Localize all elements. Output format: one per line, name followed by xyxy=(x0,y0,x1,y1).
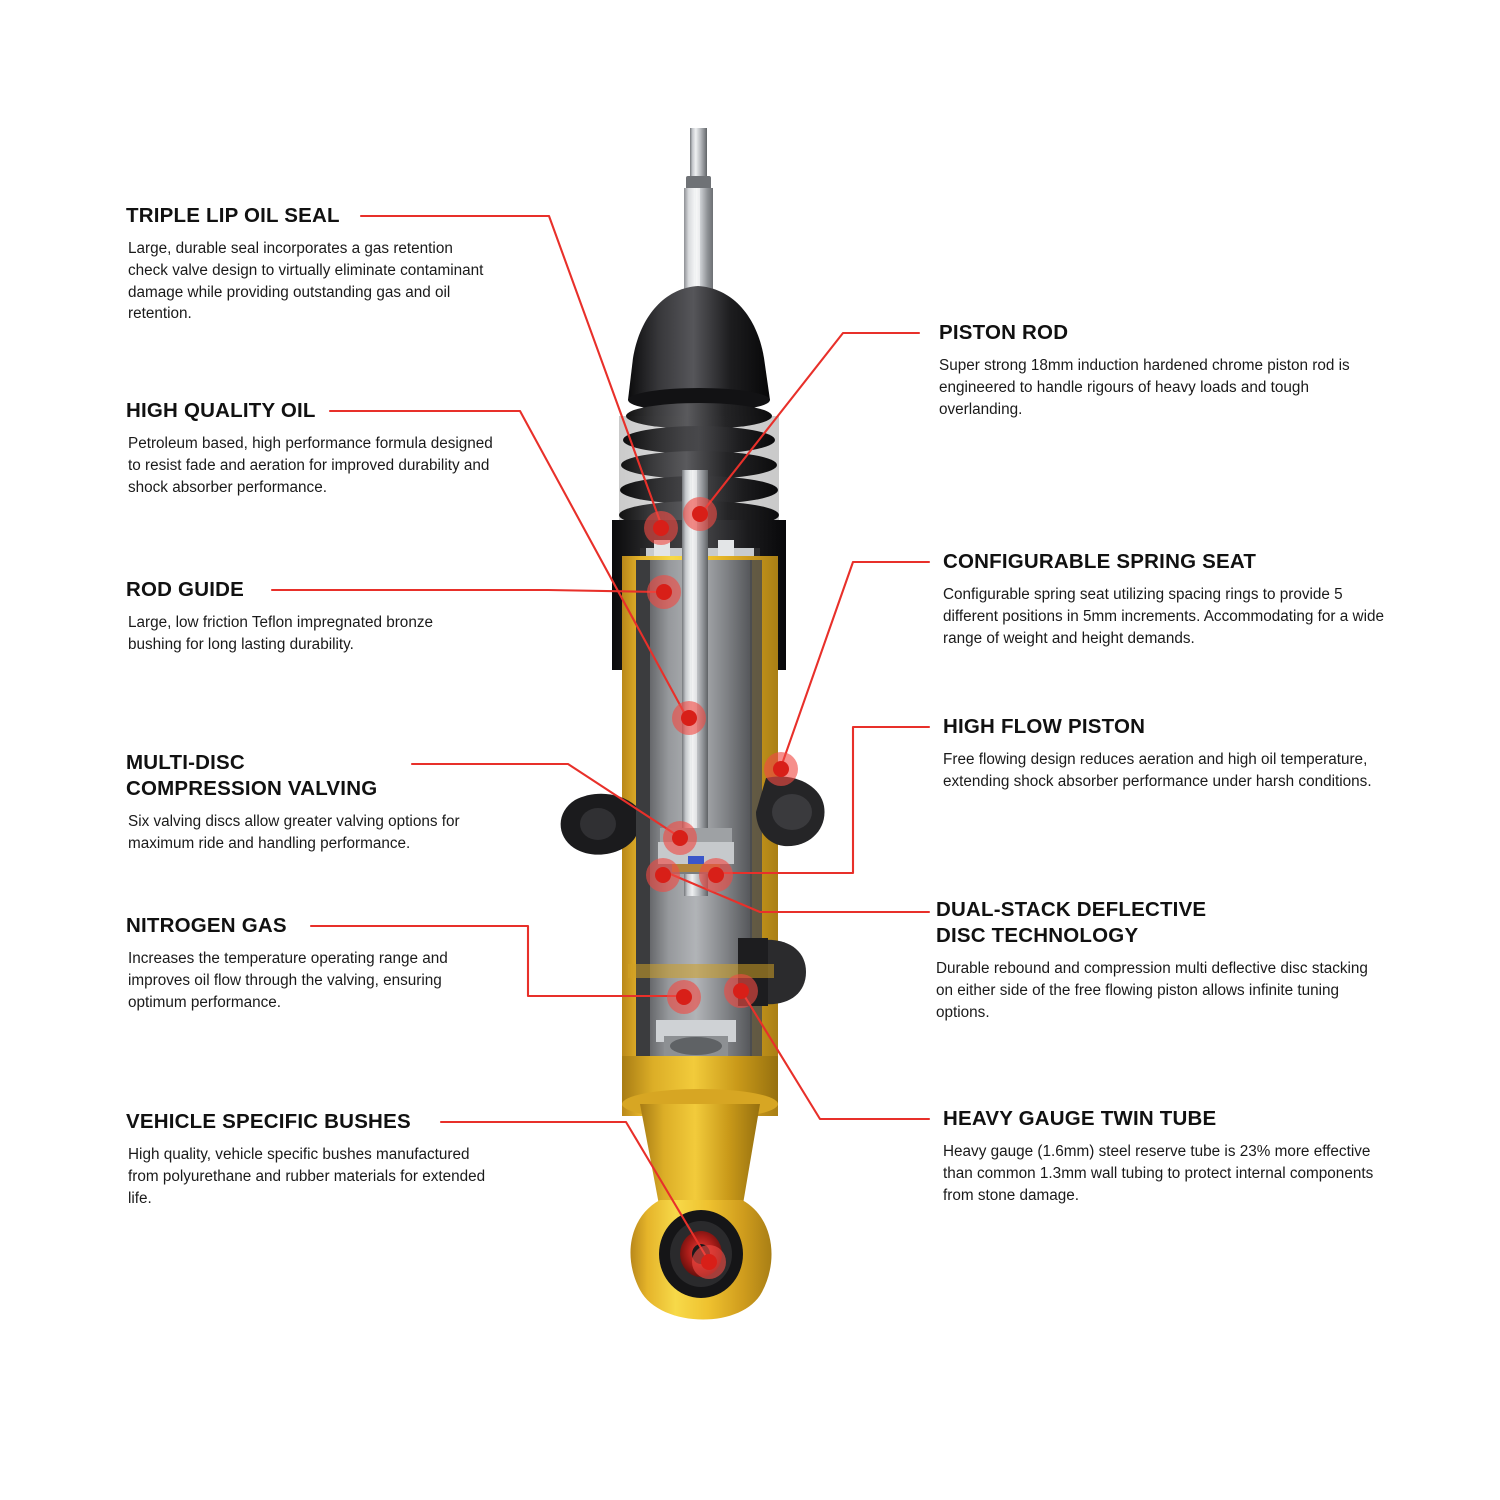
hotspot-high-quality-oil xyxy=(672,701,706,735)
callout-piston-rod xyxy=(939,320,1379,420)
leader-dual-stack-deflective-disc xyxy=(668,873,929,912)
callout-high-flow-piston xyxy=(943,714,1388,793)
callout-title: VEHICLE SPECIFIC BUSHES xyxy=(126,1110,411,1133)
callout-rod-guide xyxy=(126,577,486,656)
callout-high-quality-oil xyxy=(126,398,496,498)
callout-body: Free flowing design reduces aeration and high oil temperature, extending shock absorber performance under harsh conditions. xyxy=(943,751,1372,790)
callout-vehicle-specific-bushes xyxy=(126,1109,496,1209)
callout-body: Durable rebound and compression multi deflective disc stacking on either side of the free flowing piston allows infinite tuning options. xyxy=(936,960,1368,1021)
callout-title-line-2: DISC TECHNOLOGY xyxy=(936,924,1139,948)
callout-title: HIGH QUALITY OIL xyxy=(126,399,316,422)
callout-body: Six valving discs allow greater valving options for maximum ride and handling performance. xyxy=(128,813,460,853)
hotspot-high-flow-piston xyxy=(699,858,733,892)
hotspot-nitrogen-gas xyxy=(667,980,701,1014)
callout-title: HIGH FLOW PISTON xyxy=(943,715,1146,738)
callout-configurable-spring-seat xyxy=(943,549,1388,649)
callout-body: Super strong 18mm induction hardened chrome piston rod is engineered to handle rigours of heavy loads and tough overlanding. xyxy=(939,357,1350,418)
hotspot-triple-lip-oil-seal xyxy=(644,511,678,545)
hotspot-piston-rod xyxy=(683,497,717,531)
callout-body: Heavy gauge (1.6mm) steel reserve tube is 23% more effective than common 1.3mm wall tubing to protect internal components from stone damage. xyxy=(943,1143,1374,1204)
callout-title: TRIPLE LIP OIL SEAL xyxy=(126,204,340,227)
leader-configurable-spring-seat xyxy=(781,562,929,767)
leader-piston-rod xyxy=(700,333,919,515)
callout-heavy-gauge-twin-tube xyxy=(943,1106,1383,1206)
callout-title: ROD GUIDE xyxy=(126,578,244,601)
callout-title-line-1: DUAL-STACK DEFLECTIVE xyxy=(936,898,1207,921)
callout-body: Large, durable seal incorporates a gas retention check valve design to virtually eliminate contaminant damage while providing outstanding gas and oil retention. xyxy=(128,240,484,323)
hotspot-rod-guide xyxy=(647,575,681,609)
hotspot-heavy-gauge-twin-tube xyxy=(724,974,758,1008)
callout-nitrogen-gas xyxy=(126,913,491,1013)
callout-dual-stack-deflective-disc-technology xyxy=(936,897,1376,1024)
callout-body: Increases the temperature operating range and improves oil flow through the valving, ensuring optimum performance. xyxy=(128,950,448,1011)
callout-title: CONFIGURABLE SPRING SEAT xyxy=(943,550,1257,573)
hotspot-multi-disc-compression-valving xyxy=(663,821,697,855)
callout-triple-lip-oil-seal xyxy=(126,203,486,325)
leader-high-flow-piston xyxy=(718,727,929,873)
callout-body: Configurable spring seat utilizing spacing rings to provide 5 different positions in 5mm increments. Accommodating for a wide range of weight and height demands. xyxy=(943,586,1384,647)
callout-title: NITROGEN GAS xyxy=(126,914,287,937)
callout-title-line-1: MULTI-DISC xyxy=(126,751,245,774)
callout-multi-disc-compression-valving xyxy=(126,750,506,855)
leader-heavy-gauge-twin-tube xyxy=(742,992,929,1119)
callout-body: Petroleum based, high performance formula designed to resist fade and aeration for improved durability and shock absorber performance. xyxy=(128,435,493,496)
hotspot-configurable-spring-seat xyxy=(764,752,798,786)
callout-body: Large, low friction Teflon impregnated bronze bushing for long lasting durability. xyxy=(128,614,433,653)
hotspot-dual-stack-deflective-disc xyxy=(646,858,680,892)
callout-body: High quality, vehicle specific bushes manufactured from polyurethane and rubber materials for extended life. xyxy=(128,1146,486,1207)
callout-title: HEAVY GAUGE TWIN TUBE xyxy=(943,1107,1217,1130)
callout-title: PISTON ROD xyxy=(939,321,1069,344)
hotspot-vehicle-specific-bushes xyxy=(692,1245,726,1279)
callout-title-line-2: COMPRESSION VALVING xyxy=(126,777,378,801)
